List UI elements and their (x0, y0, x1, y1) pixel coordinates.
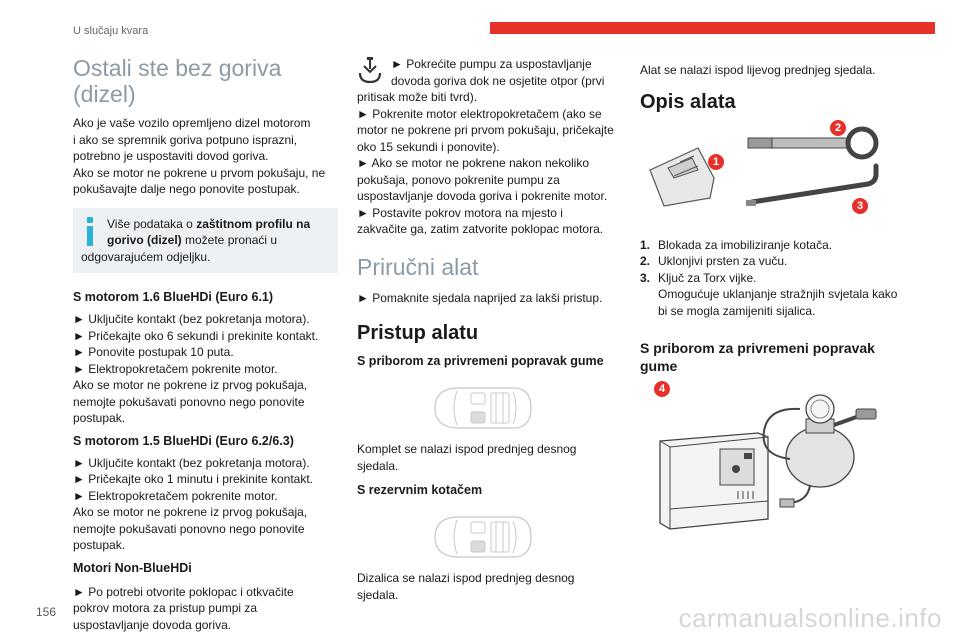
step-line: pokušaja, ponovo pokrenite pumpu za (357, 172, 560, 187)
step-line: uspostavljanje dovoda goriva. (73, 617, 232, 632)
step-line: postupak. (73, 538, 126, 552)
section-title-15-bluehdi: S motorom 1.5 BlueHDi (Euro 6.2/6.3) (73, 433, 294, 448)
text-line: Omogućuje uklanjanje stražnjih svjetala kako (658, 287, 898, 301)
text-line: Komplet se nalazi ispod prednjeg desnog (357, 442, 577, 456)
subtitle-repair-kit-col3 (640, 339, 910, 375)
info-text-pre: Više podataka o (107, 216, 197, 231)
step-line: ► Ponovite postupak 10 puta. (73, 345, 234, 359)
item-number: 2. (640, 254, 651, 268)
info-link-bold: gorivo (dizel) (107, 233, 182, 247)
info-text-mid: možete pronaći u (181, 233, 278, 247)
step-line: zakvačite ga, zatim zatvorite poklopac motora. (357, 222, 604, 236)
page-number: 156 (36, 605, 57, 619)
title-line-2: (dizel) (73, 81, 136, 107)
subtitle-repair-kit: S priborom za privremeni popravak gume (357, 354, 604, 368)
title-line: gume (640, 358, 678, 374)
info-text (81, 216, 330, 266)
title-line: S priborom za privremeni popravak (640, 340, 875, 356)
info-box (73, 208, 338, 274)
step-line: ► Postavite pokrov motora na mjesto i (357, 205, 563, 220)
step-line: ► Pričekajte oko 1 minutu i prekinite kontakt. (73, 472, 313, 486)
pump-steps (357, 89, 622, 238)
section-header: U slučaju kvara (73, 25, 149, 37)
tool-list (640, 237, 910, 320)
intro-text (73, 115, 338, 198)
intro-line: pokušavajte dalje nego ponovite postupak. (73, 182, 300, 196)
step-line: ► Po potrebi otvorite poklopac i otkvačite (73, 584, 294, 599)
step-line: postupak. (73, 411, 126, 425)
step-line: ► Uključite kontakt (bez pokretanja motora). (73, 312, 310, 326)
step-line: motor ne pokrene pri prvom pokušaju, pričekajte (357, 123, 614, 137)
item-text: Blokada za imobiliziranje kotača. (658, 237, 833, 252)
callout-badge-3 (852, 198, 868, 214)
kit-location-text (357, 441, 622, 474)
callout-number: 2 (834, 121, 842, 134)
subtitle-spare-wheel: S rezervnim kotačem (357, 483, 483, 497)
callout-badge-4 (654, 381, 670, 397)
step-line: nemojte pokušavati ponovno nego ponovite (73, 394, 305, 409)
tools-step: ► Pomaknite sjedala naprijed za lakši pristup. (357, 290, 603, 305)
tool-list-item (640, 253, 910, 270)
column-2 (357, 56, 622, 603)
tools-illustration (640, 120, 890, 225)
car-location-diagram-kit (427, 383, 622, 433)
section-16-steps (73, 311, 338, 427)
title-out-of-fuel (73, 55, 338, 107)
repair-kit-illustration (640, 383, 890, 539)
tool-list-item (640, 270, 910, 287)
item-number: 3. (640, 270, 651, 285)
title-tool-description: Opis alata (640, 90, 736, 113)
section-non-bluehdi-steps (73, 584, 338, 634)
pump-line (357, 56, 622, 89)
column-3 (640, 62, 910, 539)
item-number: 1. (640, 237, 651, 252)
title-tool-access: Pristup alatu (357, 322, 479, 344)
intro-line: i ako se spremnik goriva potpuno isprazni, (73, 132, 298, 147)
step-line: ► Elektropokretačem pokrenite motor. (73, 361, 278, 376)
step-line: ► Uključite kontakt (bez pokretanja motora). (73, 455, 310, 470)
car-location-diagram-spare (427, 512, 622, 562)
step-line: ► Ako se motor ne pokrene nakon nekoliko (357, 156, 590, 170)
step-line: dovoda goriva dok ne osjetite otpor (prvi (391, 73, 605, 88)
header-accent-bar (490, 22, 935, 34)
spare-location-text (357, 570, 622, 603)
step-line: ► Elektropokretačem pokrenite motor. (73, 488, 278, 503)
info-link-bold: zaštitnom profilu na (196, 216, 311, 231)
section-15-steps (73, 455, 338, 554)
step-line: ► Pričekajte oko 6 sekundi i prekinite kontakt. (73, 328, 319, 343)
title-line-1: Ostali ste bez goriva (73, 55, 282, 81)
info-icon (85, 217, 95, 247)
tool-list-item-detail (640, 286, 910, 319)
step-line: nemojte pokušavati ponovno nego ponovite (73, 521, 305, 536)
text-line: bi se mogla zamijeniti sijalica. (658, 303, 816, 318)
callout-number: 1 (712, 155, 720, 168)
column-1 (73, 50, 338, 633)
step-line: ► Pokrenite motor elektropokretačem (ako se (357, 106, 602, 121)
callout-number: 3 (856, 199, 864, 212)
step-line: pritisak može biti tvrd). (357, 90, 478, 104)
pump-step (357, 56, 622, 89)
step-line: ► Pokrećite pumpu za uspostavljanje (391, 57, 592, 71)
intro-line: Ako je vaše vozilo opremljeno dizel motorom (73, 116, 311, 130)
tool-location-text: Alat se nalazi ispod lijevog prednjeg sjedala. (640, 63, 876, 77)
item-text: Uklonjivi prsten za vuču. (658, 254, 788, 268)
section-title-16-bluehdi: S motorom 1.6 BlueHDi (Euro 6.1) (73, 290, 274, 304)
step-line: Ako se motor ne pokrene iz prvog pokušaja, (73, 378, 308, 392)
intro-line: Ako se motor ne pokrene u prvom pokušaju, ne (73, 165, 326, 180)
title-tools: Priručni alat (357, 253, 479, 280)
section-title-non-bluehdi: Motori Non-BlueHDi (73, 560, 192, 575)
fuel-pump-icon (357, 56, 385, 86)
step-line: Ako se motor ne pokrene iz prvog pokušaja, (73, 505, 308, 519)
callout-badge-1 (708, 154, 724, 170)
watermark: carmanualsonline.info (678, 603, 942, 633)
intro-line: potrebno je uspostaviti dovod goriva. (73, 149, 269, 163)
item-text: Ključ za Torx vijke. (658, 270, 757, 285)
step-line: oko 15 sekundi i ponovite). (357, 139, 500, 154)
step-line: pokrov motora za pristup pumpi za (73, 601, 258, 615)
info-text-end: odgovarajućem odjeljku. (81, 249, 211, 264)
text-line: Dizalica se nalazi ispod prednjeg desnog (357, 571, 575, 585)
text-line: sjedala. (357, 587, 399, 602)
text-line: sjedala. (357, 458, 399, 473)
callout-number: 4 (658, 383, 666, 395)
callout-badge-2 (830, 120, 846, 136)
tool-list-item (640, 237, 910, 254)
step-line: uspostavljanje dovoda goriva i pokrenite motor. (357, 189, 608, 203)
